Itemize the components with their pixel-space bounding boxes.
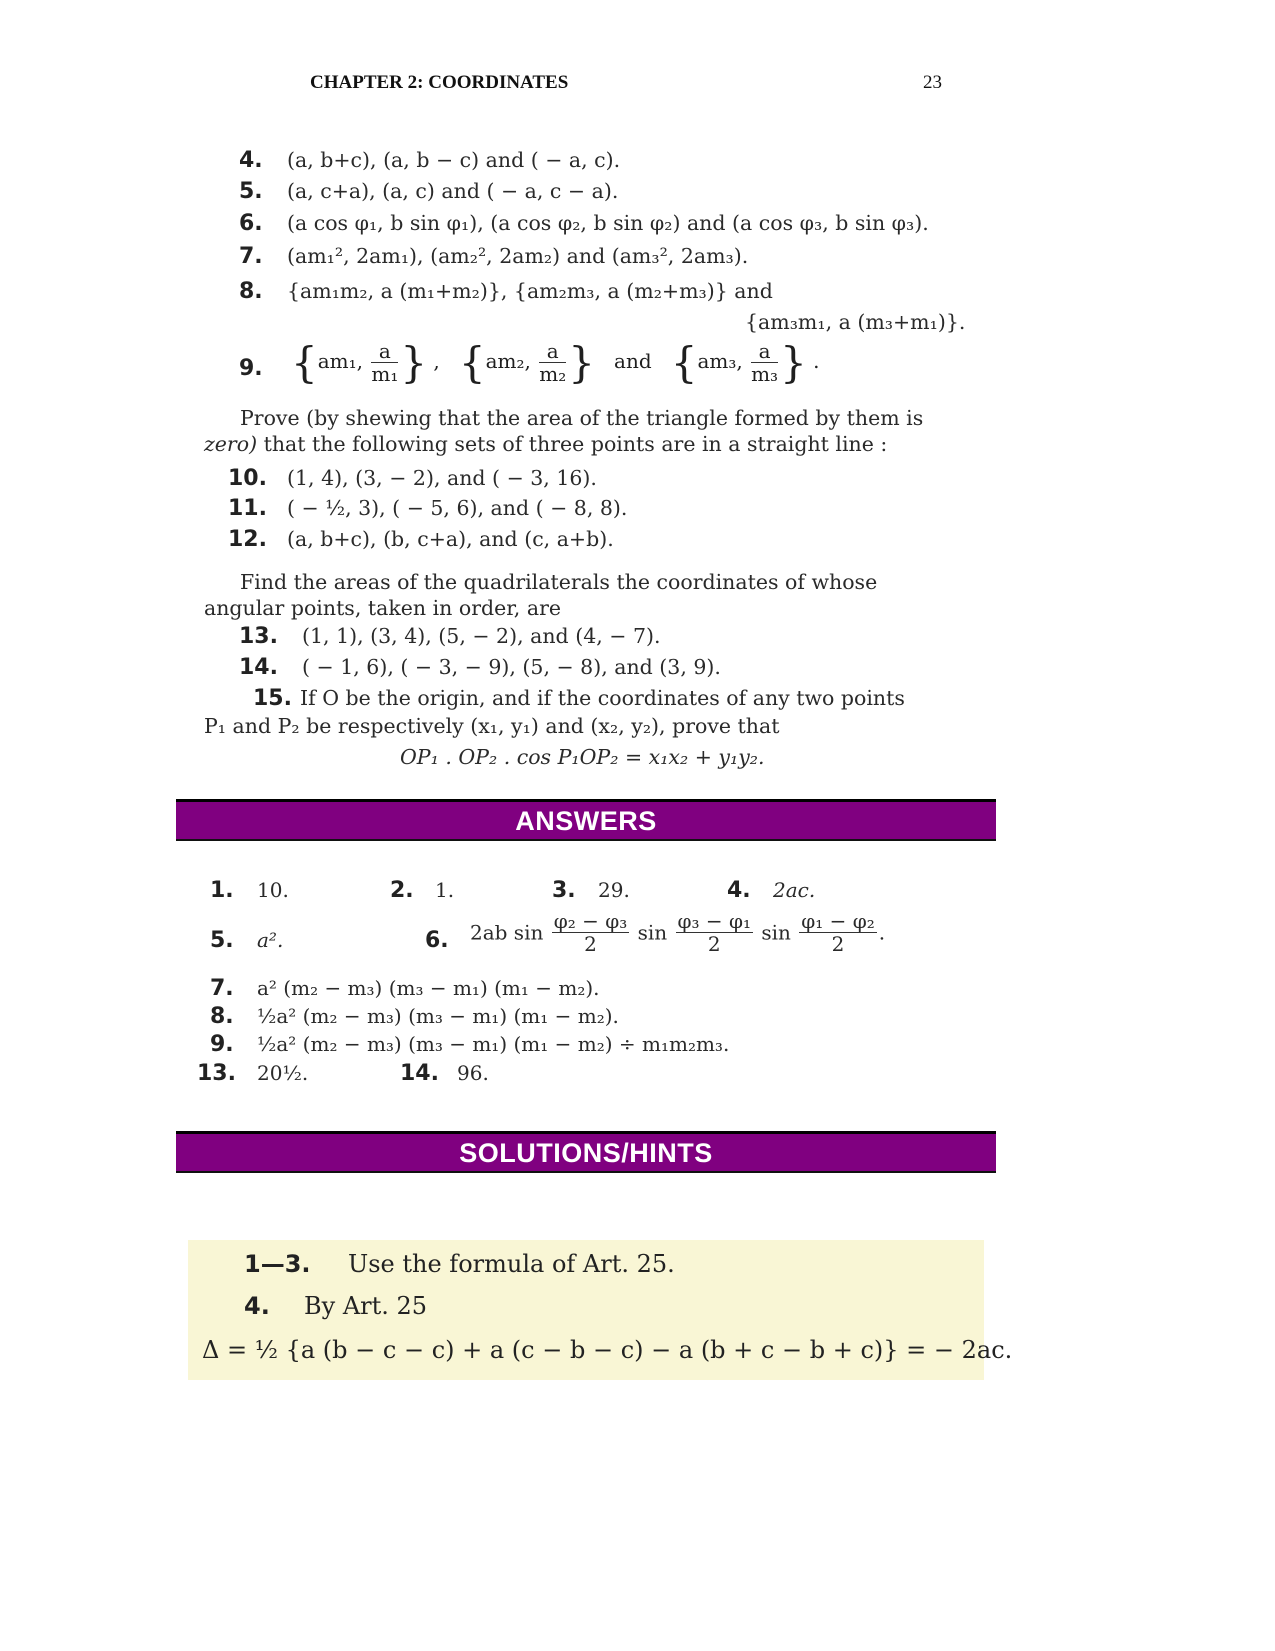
answer-number: 2.	[390, 878, 414, 903]
problem-number: 6.	[239, 211, 263, 236]
answer-text: 29.	[598, 878, 630, 902]
problem-number: 10.	[228, 466, 267, 491]
solutions-box	[188, 1240, 1013, 1380]
answer-number: 6.	[425, 928, 449, 953]
problem-8-continuation: {am₃m₁, a (m₃+m₁)}.	[745, 310, 966, 334]
problem-text: ( − ½, 3), ( − 5, 6), and ( − 8, 8).	[287, 496, 628, 520]
term: am₂,	[485, 349, 531, 373]
sin-word: sin	[637, 920, 668, 945]
solution-text: Use the formula of Art. 25.	[348, 1250, 675, 1278]
zero-word: zero)	[204, 432, 258, 456]
problem-number: 13.	[239, 624, 278, 649]
problem-number: 15.	[253, 686, 292, 711]
answer-number: 7.	[210, 976, 234, 1001]
solution-formula: Δ = ½ {a (b − c − c) + a (c − b − c) − a (b + c − b + c)} = − 2ac.	[202, 1336, 1013, 1364]
answer-6-expression	[470, 910, 885, 955]
denominator: m₁	[371, 362, 399, 386]
numerator: φ₁ − φ₂	[801, 909, 875, 933]
problem-text: (1, 1), (3, 4), (5, − 2), and (4, − 7).	[302, 624, 661, 648]
problem-15-formula: OP₁ . OP₂ . cos P₁OP₂ = x₁x₂ + y₁y₂.	[400, 745, 765, 769]
term: am₁,	[317, 349, 363, 373]
denominator: m₃	[751, 362, 779, 386]
problem-text: (a, b+c), (a, b − c) and ( − a, c).	[287, 148, 621, 172]
solution-number: 4.	[244, 1292, 270, 1320]
problem-number: 9.	[239, 356, 263, 381]
answer-number: 14.	[400, 1061, 439, 1086]
sin-word: sin	[761, 920, 791, 945]
answer-text: a² (m₂ − m₃) (m₃ − m₁) (m₁ − m₂).	[257, 976, 600, 1000]
solution-number: 1—3.	[244, 1250, 311, 1278]
prove-line-2: that the following sets of three points are in a straight line :	[257, 432, 888, 456]
answer-text: ½a² (m₂ − m₃) (m₃ − m₁) (m₁ − m₂).	[257, 1004, 619, 1028]
numerator: φ₂ − φ₃	[553, 909, 628, 933]
problem-text: (1, 4), (3, − 2), and ( − 3, 16).	[287, 466, 597, 490]
problem-number: 11.	[228, 496, 267, 521]
answer-text: 20½.	[257, 1061, 309, 1085]
prove-line-1: Prove (by shewing that the area of the triangle formed by them is	[240, 406, 924, 430]
problem-text: (a cos φ₁, b sin φ₁), (a cos φ₂, b sin φ₂) and (a cos φ₃, b sin φ₃).	[287, 211, 929, 235]
numerator: a	[371, 340, 398, 363]
find-line-1: Find the areas of the quadrilaterals the coordinates of whose	[240, 570, 878, 594]
answer-text: 2ac.	[773, 878, 816, 902]
problem-number: 4.	[239, 148, 263, 173]
and-word: and	[614, 349, 652, 373]
solutions-banner: SOLUTIONS/HINTS	[176, 1131, 996, 1173]
denominator: 2	[831, 932, 845, 956]
answer-text: 96.	[457, 1061, 489, 1085]
answer-number: 1.	[210, 878, 234, 903]
answer-text: ½a² (m₂ − m₃) (m₃ − m₁) (m₁ − m₂) ÷ m₁m₂m₃.	[257, 1032, 730, 1056]
problem-9-expression: {am₁, $\frac{a}{\text{m₁}}$ } , {am₂, $\frac{a}{\text{m₂}}$ } and {am₃, $\frac{a}{\text{m₃}}$ } .	[291, 338, 820, 387]
problem-15-line-1: If O be the origin, and if the coordinates of any two points	[300, 686, 905, 710]
answer-number: 8.	[210, 1004, 234, 1029]
answer-number: 5.	[210, 928, 234, 953]
problem-15-line-2: P₁ and P₂ be respectively (x₁, y₁) and (x₂, y₂), prove that	[204, 714, 780, 738]
numerator: φ₃ − φ₁	[677, 909, 752, 933]
answer-text: 1.	[435, 878, 455, 902]
prove-paragraph	[204, 405, 974, 457]
problem-number: 12.	[228, 527, 267, 552]
find-paragraph	[204, 569, 974, 621]
answer-number: 9.	[210, 1032, 234, 1057]
problem-text: (a, c+a), (a, c) and ( − a, c − a).	[287, 179, 619, 203]
problem-number: 8.	[239, 279, 263, 304]
problem-number: 5.	[239, 179, 263, 204]
answer-text: 10.	[257, 878, 289, 902]
answers-banner: ANSWERS	[176, 799, 996, 841]
period: .	[878, 920, 886, 945]
numerator: a	[751, 340, 778, 363]
answer-6-prefix: 2ab sin	[470, 920, 544, 945]
denominator: 2	[707, 932, 721, 956]
answer-text: a².	[257, 928, 284, 952]
answer-number: 3.	[552, 878, 576, 903]
answer-number: 4.	[727, 878, 751, 903]
problem-text: (am₁², 2am₁), (am₂², 2am₂) and (am₃², 2am₃).	[287, 244, 749, 268]
answer-number: 13.	[197, 1061, 236, 1086]
problem-number: 14.	[239, 655, 278, 680]
denominator: 2	[584, 932, 597, 956]
find-line-2: angular points, taken in order, are	[204, 596, 561, 620]
solution-text: By Art. 25	[304, 1292, 428, 1320]
term: am₃,	[697, 349, 743, 373]
problem-9	[239, 338, 979, 402]
problem-number: 7.	[239, 244, 263, 269]
problem-text: {am₁m₂, a (m₁+m₂)}, {am₂m₃, a (m₂+m₃)} and	[287, 279, 773, 303]
problem-text: ( − 1, 6), ( − 3, − 9), (5, − 8), and (3, 9).	[302, 655, 721, 679]
page-number: 23	[923, 72, 942, 93]
problem-text: (a, b+c), (b, c+a), and (c, a+b).	[287, 527, 614, 551]
numerator: a	[539, 340, 566, 363]
denominator: m₂	[539, 362, 567, 386]
chapter-title: CHAPTER 2: COORDINATES	[310, 72, 569, 93]
